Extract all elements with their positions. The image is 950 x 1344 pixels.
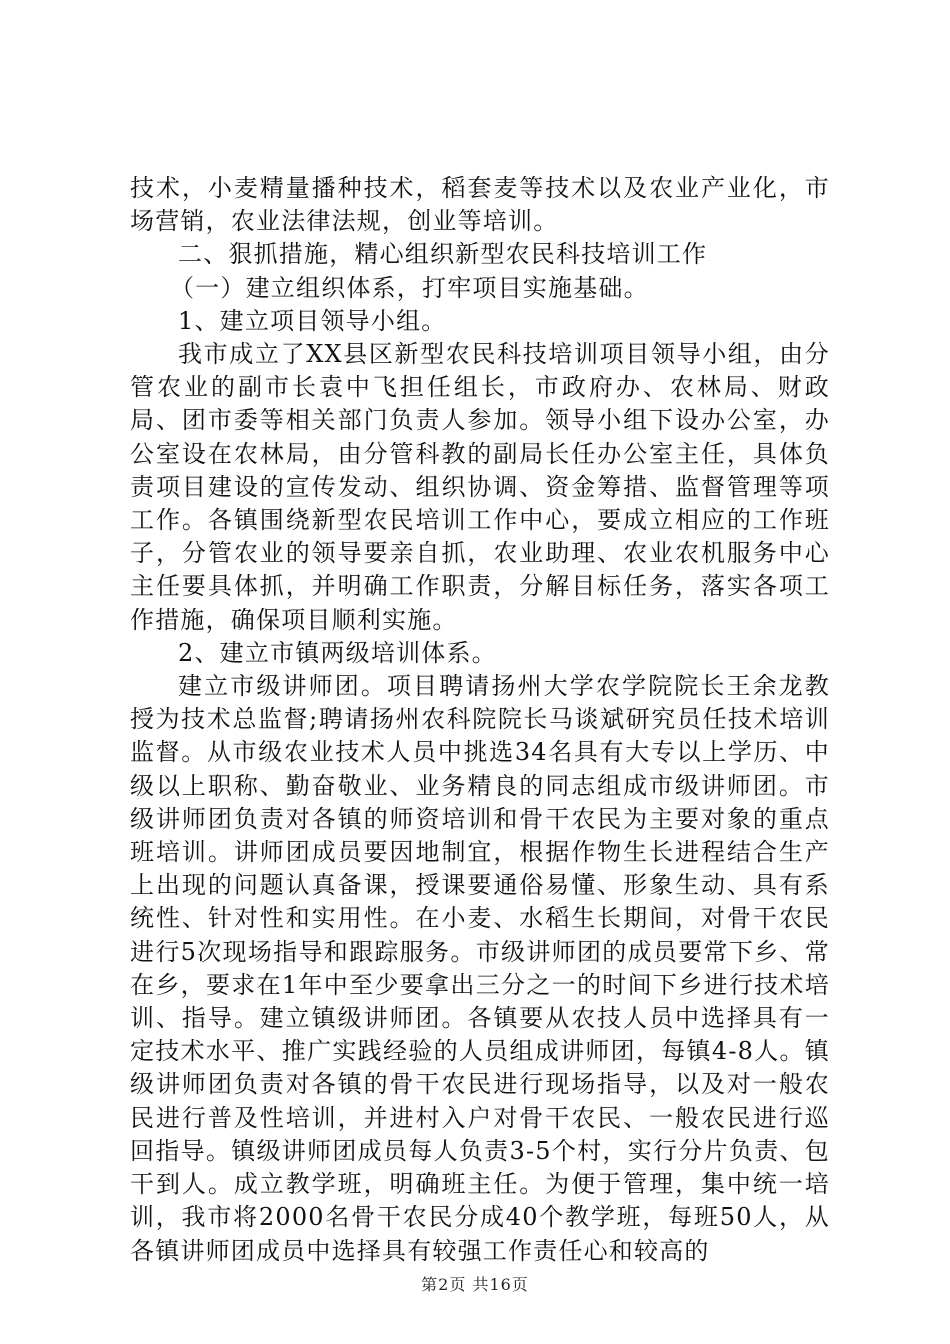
paragraph-leadership-group: 我市成立了XX县区新型农民科技培训项目领导小组，由分管农业的副市长袁中飞担任组长，市政府办、农林局、财政局、团市委等相关部门负责人参加。领导小组下设办公室，办公室设在农林局，由分管科教的副局长任办公室主任，具体负责项目建设的宣传发动、组织协调、资金筹措、监督管理等项工作。各镇围绕新型农民培训工作中心，要成立相应的工作班子，分管农业的领导要亲自抓，农业助理、农业农机服务中心主任要具体抓，并明确工作职责，分解目标任务，落实各项工作措施，确保项目顺利实施。 (130, 340, 830, 634)
item-heading-1: 1、建立项目领导小组。 (178, 306, 447, 335)
page-number-footer: 第2页 共16页 (421, 1275, 529, 1294)
section-heading: 二、狠抓措施，精心组织新型农民科技培训工作 (178, 240, 708, 269)
item-heading-2: 2、建立市镇两级培训体系。 (178, 638, 497, 667)
document-body (130, 172, 830, 1268)
paragraph-continuation: 技术，小麦精量播种技术，稻套麦等技术以及农业产业化，市场营销，农业法律法规，创业等培训。 (130, 174, 830, 236)
subsection-heading: （一）建立组织体系，打牢项目实施基础。 (170, 273, 649, 302)
paragraph-training-system: 建立市级讲师团。项目聘请扬州大学农学院院长王余龙教授为技术总监督;聘请扬州农科院院长马谈斌研究员任技术培训监督。从市级农业技术人员中挑选34名具有大专以上学历、中级以上职称、勤奋敬业、业务精良的同志组成市级讲师团。市级讲师团负责对各镇的师资培训和骨干农民为主要对象的重点班培训。讲师团成员要因地制宜，根据作物生长进程结合生产上出现的问题认真备课，授课要通俗易懂、形象生动、具有系统性、针对性和实用性。在小麦、水稻生长期间，对骨干农民进行5次现场指导和跟踪服务。市级讲师团的成员要常下乡、常在乡，要求在1年中至少要拿出三分之一的时间下乡进行技术培训、指导。建立镇级讲师团。各镇要从农技人员中选择具有一定技术水平、推广实践经验的人员组成讲师团，每镇4-8人。镇级讲师团负责对各镇的骨干农民进行现场指导，以及对一般农民进行普及性培训，并进村入户对骨干农民、一般农民进行巡回指导。镇级讲师团成员每人负责3-5个村，实行分片负责、包干到人。成立教学班，明确班主任。为便于管理，集中统一培训，我市将2000名骨干农民分成40个教学班，每班50人，从各镇讲师团成员中选择具有较强工作责任心和较高的 (130, 672, 830, 1265)
